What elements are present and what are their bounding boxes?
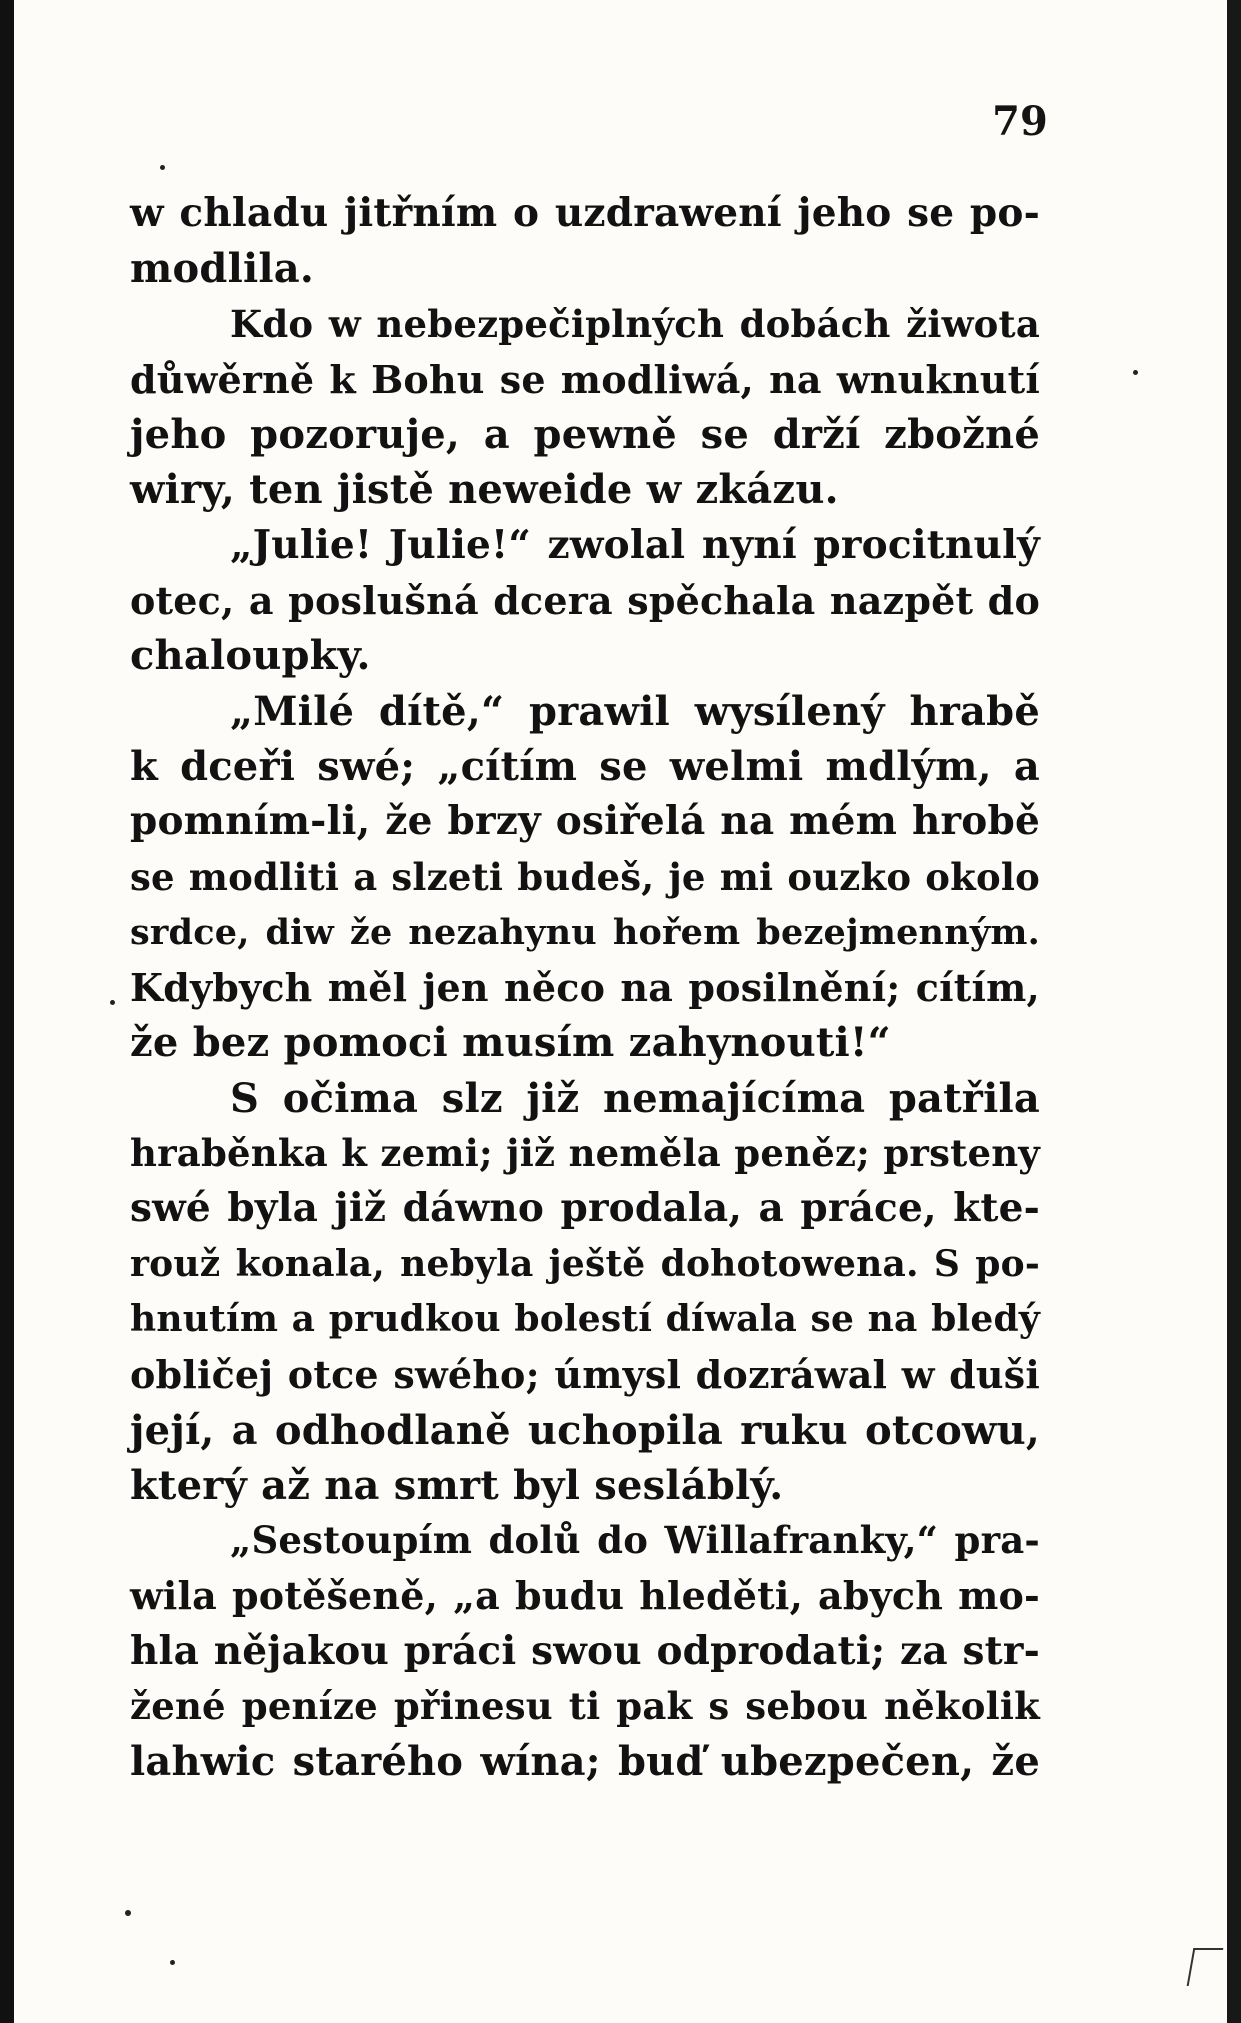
text-line: otec, a poslušná dcera spěchala nazpět do (130, 578, 1040, 624)
text-line: „Milé dítě,“ prawil wysílený hrabě (230, 687, 1040, 735)
text-line: Kdybych měl jen něco na posilnění; cítím, (130, 965, 1040, 1011)
ink-speck (160, 165, 165, 170)
text-line: hraběnka k zemi; již neměla peněz; prsteny (130, 1131, 1040, 1176)
text-line: w chladu jitřním o uzdrawení jeho se po- (130, 190, 1040, 236)
text-line: hnutím a prudkou bolestí díwala se na bledý (130, 1297, 1040, 1340)
text-line: hla nějakou práci swou odprodati; za str- (130, 1627, 1040, 1674)
text-line: rouž konala, nebyla ještě dohotowena. S po- (130, 1242, 1040, 1285)
text-line: wiry, ten jistě neweide w zkázu. (130, 466, 839, 514)
text-line: Kdo w nebezpečiplných dobách žiwota (230, 301, 1040, 346)
body-text (130, 186, 1040, 1790)
text-line: obličej otce swého; úmysl dozráwal w duši (130, 1352, 1040, 1398)
text-line: důwěrně k Bohu se modliwá, na wnuknutí (130, 356, 1040, 402)
page-number: 79 (992, 98, 1048, 145)
text-line: žené peníze přinesu ti pak s sebou několik (130, 1684, 1040, 1729)
page-edge (1227, 0, 1241, 2023)
text-line: její, a odhodlaně uchopila ruku otcowu, (130, 1406, 1040, 1454)
text-line: že bez pomoci musím zahynouti!“ (130, 1019, 891, 1067)
text-line: swé byla již dáwno prodala, a práce, kte- (130, 1185, 1040, 1232)
text-line: k dceři swé; „cítím se welmi mdlým, a (130, 742, 1040, 790)
text-line: pomním-li, že brzy osiřelá na mém hrobě (130, 798, 1040, 845)
text-line: modlila. (130, 245, 315, 293)
ink-speck (1133, 370, 1138, 375)
text-line: „Julie! Julie!“ zwolal nyní procitnulý (230, 521, 1040, 568)
text-line: lahwic starého wína; buď ubezpečen, že (130, 1738, 1040, 1786)
ink-speck (170, 1960, 175, 1965)
text-line: který až na smrt byl sesláblý. (130, 1461, 784, 1509)
text-line: se modliti a slzeti budeš, je mi ouzko okolo (130, 854, 1040, 899)
text-line: chaloupky. (130, 632, 371, 680)
ink-speck (125, 1910, 131, 1916)
text-line: „Sestoupím dolů do Willafranky,“ pra- (230, 1518, 1040, 1563)
ink-speck (110, 1000, 115, 1005)
text-line: srdce, diw že nezahynu hořem bezejmenným. (130, 911, 1040, 953)
text-line: jeho pozoruje, a pewně se drží zbožné (130, 411, 1040, 459)
text-line: S očima slz již nemajícíma patřila (230, 1074, 1040, 1122)
text-line: wila potěšeně, „a budu hleděti, abych mo- (130, 1573, 1040, 1619)
